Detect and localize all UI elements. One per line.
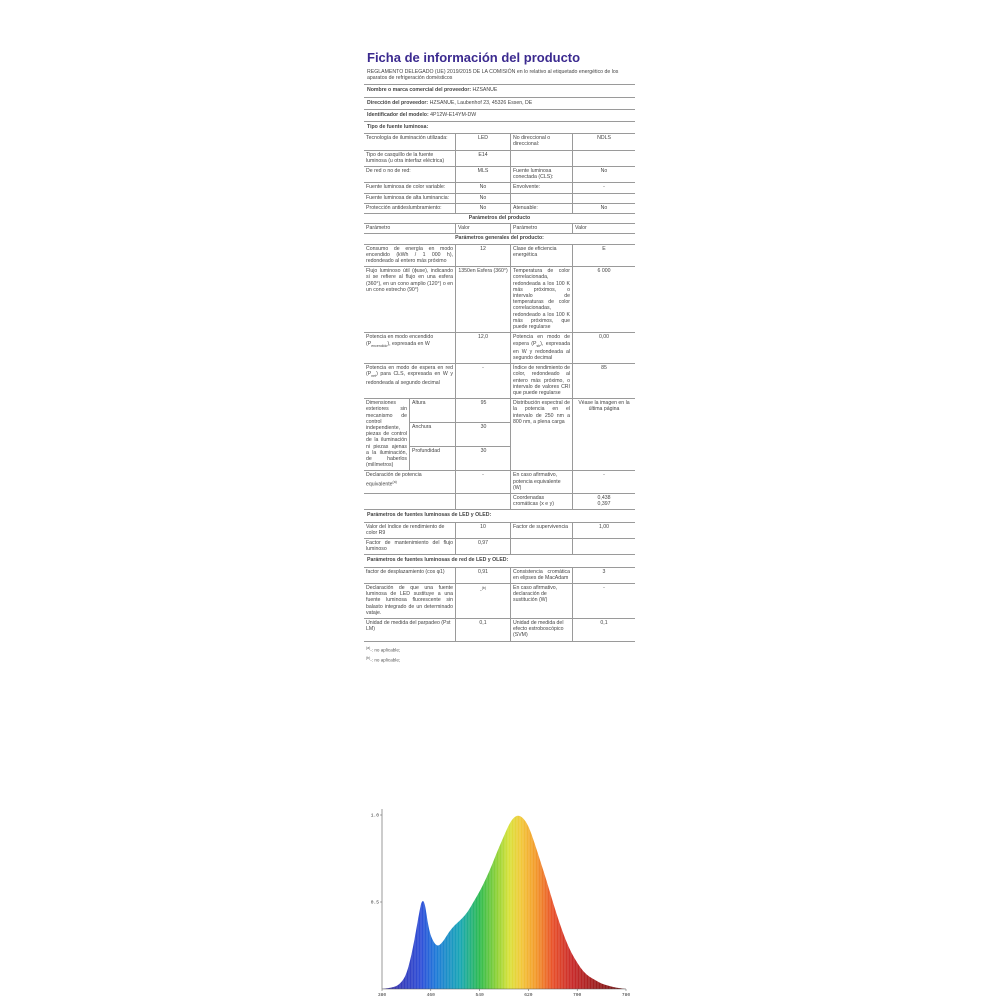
- source-label-1: Tecnología de iluminación utilizada:: [364, 134, 456, 149]
- led-params-heading: Parámetros de fuentes luminosas de LED y OLED:: [364, 509, 635, 521]
- source-label-1: Fuente luminosa de alta luminancia:: [364, 194, 456, 203]
- mains-label-2: Consistencia cromática en elipses de MacAdam: [511, 568, 573, 583]
- net-standby-label-b: ) para CLS, expresada en W y redondeada al segundo decimal: [366, 371, 453, 386]
- led-value-1: 0,97: [456, 539, 511, 554]
- footnote-a-text: -: no aplicable;: [370, 647, 401, 653]
- general-row: [364, 244, 635, 267]
- net-standby-label-a: Potencia en modo de espera en red (P: [366, 365, 453, 378]
- general-label-2: [511, 333, 573, 363]
- general-label-2: Temperatura de color correlacionada, redondeada a los 100 K más próximos, o intervalo de temperaturas de color correlacionadas, redondeado a los 100 K más próximos, que puede regularse: [511, 267, 573, 332]
- general-label-1: Flujo luminoso útil (ɸuse), indicando si se refiere al flujo en una esfera (360°), en un cono amplio (120°) o en un cono estrecho (90°): [364, 267, 456, 332]
- source-row: [364, 166, 635, 182]
- supplier-name-row: [364, 84, 635, 96]
- general-value-1: 12,0: [456, 333, 511, 363]
- supplier-address-row: [364, 97, 635, 109]
- source-label-2: Atenuable:: [511, 204, 573, 213]
- source-row: [364, 133, 635, 149]
- source-value-2: No: [600, 204, 608, 211]
- standby-label-b: ), expresada en W y redondeada al segundo decimal: [513, 340, 570, 361]
- footnotes: [364, 642, 635, 665]
- x-tick-label: 780: [621, 993, 631, 998]
- footnote-b: [366, 654, 633, 665]
- supplier-address-value: HZSANUE, Laubenhof 23, 45326 Essen, DE: [429, 99, 533, 106]
- general-value-2: 0,00: [598, 334, 610, 341]
- source-row: [364, 150, 635, 166]
- y-tick-label: 1.0: [370, 813, 379, 819]
- power-on-subscript: encendido: [371, 343, 388, 348]
- mains-value-1: 0,91: [456, 568, 511, 583]
- width-label: Anchura: [410, 423, 456, 447]
- general-label-2: Índice de rendimiento de color, redondeado al entero más próximo, o intervalo de valores CRI que puede regularse: [511, 364, 573, 398]
- chromaticity-y: 0,397: [597, 501, 611, 508]
- source-label-1: Fuente luminosa de color variable:: [364, 183, 456, 192]
- mains-row: [364, 567, 635, 583]
- footnote-b-text: -: no aplicable;: [370, 657, 401, 663]
- led-value-2: [573, 539, 635, 554]
- source-value-2: NDLS: [597, 135, 611, 142]
- led-row: [364, 522, 635, 538]
- led-label-1: Valor del índice de rendimiento de color R9: [364, 523, 456, 538]
- width-value: 30: [456, 423, 511, 447]
- mains-value-2: 3: [602, 568, 606, 575]
- led-label-2: Factor de supervivencia: [511, 523, 573, 538]
- dimensions-row: [364, 398, 635, 470]
- general-row: [364, 332, 635, 363]
- source-value-2: [573, 151, 635, 166]
- model-id-label: Identificador del modelo:: [367, 111, 429, 118]
- mains-label-1: Declaración de que una fuente luminosa de LED sustituye a una fuente luminosa fluorescente sin balasto integrado de un determinado vataje.: [364, 584, 456, 618]
- dimensions-table: [410, 399, 511, 470]
- led-row: [364, 538, 635, 554]
- source-value-2: -: [603, 184, 605, 191]
- spectral-distribution-label: Distribución espectral de la potencia en el intervalo de 250 nm a 800 nm, a plena carga: [511, 399, 573, 470]
- light-source-type-heading: Tipo de fuente luminosa:: [364, 121, 635, 133]
- general-params-heading: Parámetros generales del producto:: [364, 233, 635, 243]
- general-value-2: 85: [601, 365, 607, 372]
- regulation-text: REGLAMENTO DELEGADO (UE) 2019/2015 DE LA COMISIÓN en lo relativo al etiquetado energético de los aparatos de refrigeración domésticos: [367, 69, 619, 82]
- supplier-name-label: Nombre o marca comercial del proveedor:: [367, 87, 472, 94]
- header-value-1: Valor: [456, 224, 511, 233]
- mains-params-heading: Parámetros de fuentes luminosas de red de LED y OLED:: [364, 554, 635, 566]
- mains-label-2: Unidad de medida del efecto estroboscópico (SVM): [511, 619, 573, 641]
- footnote-b-mark: (b): [366, 656, 371, 661]
- source-label-1: Tipo de casquillo de la fuente luminosa (u otra interfaz eléctrica): [364, 151, 456, 166]
- sheet-title: Ficha de información del producto: [367, 50, 581, 65]
- height-label: Altura: [410, 399, 456, 423]
- chromaticity-row: [364, 493, 635, 509]
- model-id-row: [364, 109, 635, 121]
- depth-value: 30: [480, 448, 487, 455]
- params-header-row: [364, 223, 635, 233]
- replacement-sup: (b): [481, 586, 486, 591]
- general-row: [364, 266, 635, 332]
- source-value-1: LED: [456, 134, 511, 149]
- source-value-2: No: [600, 168, 608, 175]
- product-params-heading: Parámetros del producto: [364, 213, 635, 223]
- general-value-2: E: [602, 245, 606, 252]
- mains-value-1: [456, 584, 511, 618]
- depth-label: Profundidad: [410, 447, 456, 470]
- general-value-1: -: [456, 364, 511, 398]
- general-label-1: Consumo de energía en modo encendido (kWh / 1 000 h), redondeado al entero más próximo: [364, 245, 456, 267]
- led-value-2: 1,00: [598, 523, 610, 530]
- source-value-1: MLS: [456, 167, 511, 182]
- source-row: [364, 203, 635, 213]
- equivalent-power-value: -: [456, 471, 511, 493]
- x-tick-label: 700: [573, 993, 582, 998]
- mains-label-2: En caso afirmativo, declaración de sustitución (W): [511, 584, 573, 618]
- general-label-1: [364, 364, 456, 398]
- header-param-1: Parámetro: [364, 224, 456, 233]
- net-standby-subscript: net: [371, 374, 377, 379]
- footnote-a: [366, 644, 633, 655]
- general-row: [364, 363, 635, 398]
- product-information-sheet: [364, 49, 635, 998]
- equivalent-power-sup: (a): [392, 479, 397, 484]
- y-tick-label: 0.5: [370, 900, 379, 906]
- dimensions-label: Dimensiones exteriores sin mecanismo de control independiente, piezas de control de la iluminación ni piezas ajenas a la iluminación, de haberlos (milímetros): [364, 399, 410, 470]
- header-param-2: Parámetro: [511, 224, 573, 233]
- x-tick-label: 460: [426, 993, 435, 998]
- general-value-1: 1350en Esfera (360°): [456, 267, 511, 332]
- source-label-1: De red o no de red:: [364, 167, 456, 182]
- mains-value-2: 0,1: [600, 620, 608, 627]
- source-row: [364, 193, 635, 203]
- spectral-distribution-value: Véase la imagen en la última página: [578, 400, 630, 413]
- source-label-2: Envolvente:: [511, 183, 573, 192]
- source-value-1: No: [456, 194, 511, 203]
- supplier-address-label: Dirección del proveedor:: [367, 99, 429, 106]
- equivalent-power-w-label: En caso afirmativo, potencia equivalente (W): [511, 471, 573, 493]
- mains-value-2: -: [603, 585, 605, 592]
- equivalent-power-row: [364, 470, 635, 493]
- model-id-value: 4P12W-E14YM-DW: [430, 111, 477, 118]
- source-row: [364, 182, 635, 192]
- source-label-1: Protección antideslumbramiento:: [364, 204, 456, 213]
- mains-label-1: factor de desplazamiento (cos φ1): [364, 568, 456, 583]
- source-value-1: No: [456, 183, 511, 192]
- mains-label-1: Unidad de medida del parpadeo (Pst LM): [364, 619, 456, 641]
- chromaticity-empty-1: [364, 494, 456, 509]
- standby-subscript: sb: [536, 343, 541, 348]
- chromaticity-x: 0,438: [597, 495, 611, 501]
- chromaticity-label: Coordenadas cromáticas (x e y): [511, 494, 573, 509]
- equivalent-power-text: Declaración de potencia equivalente: [366, 472, 422, 488]
- chromaticity-values: [573, 494, 635, 509]
- mains-row: [364, 618, 635, 642]
- general-value-2: 6 000: [597, 268, 611, 275]
- source-label-2: No direccional o direccional:: [511, 134, 573, 149]
- footnote-a-mark: (a): [366, 645, 371, 650]
- header-value-2: Valor: [575, 225, 587, 232]
- equivalent-power-label: [364, 471, 456, 493]
- chromaticity-empty-2: [456, 494, 511, 509]
- led-label-1: Factor de mantenimiento del flujo luminoso: [364, 539, 456, 554]
- spectral-distribution-chart: [364, 801, 635, 999]
- source-value-1: E14: [456, 151, 511, 166]
- replacement-value: -: [479, 587, 482, 594]
- height-value: 95: [456, 399, 511, 423]
- mains-row: [364, 583, 635, 618]
- source-label-2: [511, 194, 573, 203]
- power-on-label-a: Potencia en modo encendido (P: [366, 334, 434, 347]
- source-value-2: [573, 194, 635, 203]
- led-value-1: 10: [456, 523, 511, 538]
- general-label-1: [364, 333, 456, 363]
- x-tick-label: 380: [377, 993, 387, 998]
- power-on-label-b: ), expresada en W: [387, 340, 430, 347]
- standby-label-a: Potencia en modo de espera (P: [513, 334, 570, 347]
- source-label-2: Fuente luminosa conectada (CLS):: [511, 167, 573, 182]
- mains-value-1: 0,1: [456, 619, 511, 641]
- led-label-2: [511, 539, 573, 554]
- equivalent-power-w-value: -: [603, 472, 605, 479]
- source-value-1: No: [456, 204, 511, 213]
- general-label-2: Clase de eficiencia energética: [511, 245, 573, 267]
- general-value-1: 12: [456, 245, 511, 267]
- x-tick-label: 540: [475, 993, 484, 998]
- source-label-2: [511, 151, 573, 166]
- supplier-name-value: HZSANUE: [472, 87, 498, 94]
- x-tick-label: 620: [524, 993, 533, 998]
